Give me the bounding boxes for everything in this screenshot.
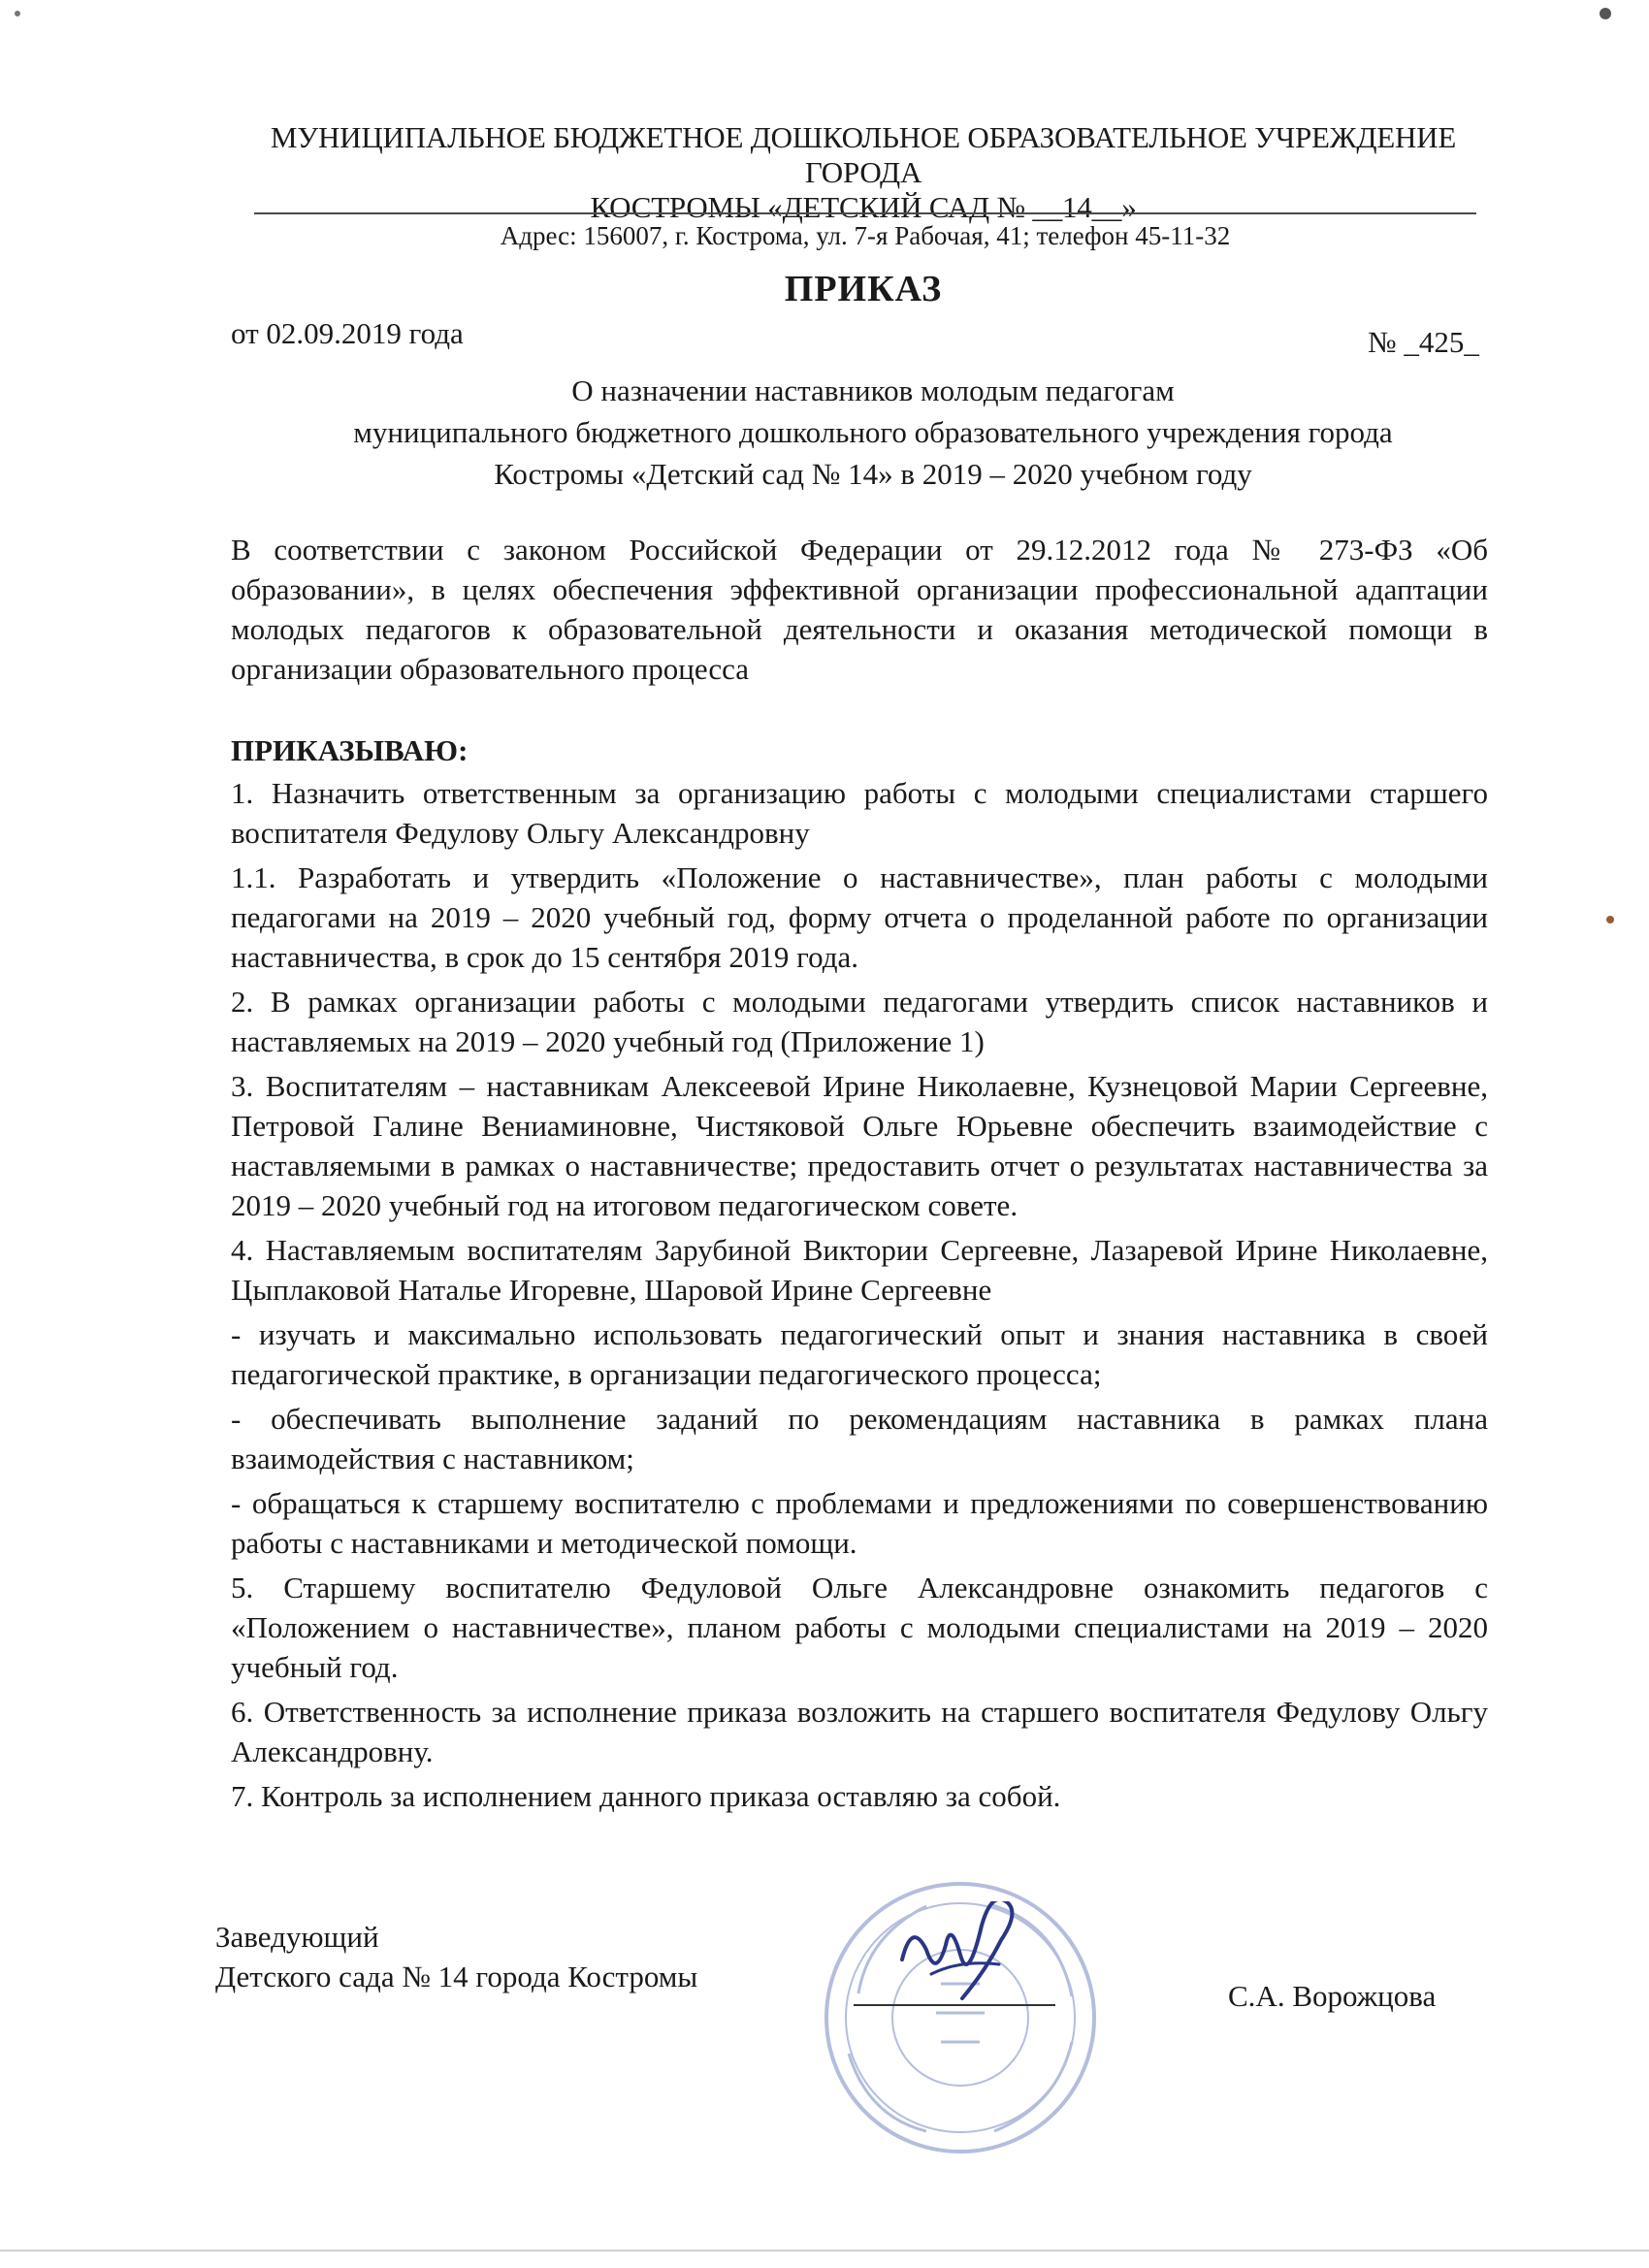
order-item: - обеспечивать выполнение заданий по рекомендациям наставника в рамках плана взаимодействия с наставником; <box>231 1402 1488 1475</box>
order-item: - обращаться к старшему воспитателю с проблемами и предложениями по совершенствованию работы с наставниками и методической помощи. <box>231 1486 1488 1560</box>
order-subject <box>242 370 1504 495</box>
document-type-title: ПРИКАЗ <box>784 269 943 309</box>
order-item: 7. Контроль за исполнением данного приказа оставляю за собой. <box>231 1779 1061 1813</box>
organization-address: Адрес: 156007, г. Кострома, ул. 7-я Рабочая, 41; телефон 45-11-32 <box>500 221 1231 250</box>
subject-line1: О назначении наставников молодым педагогам <box>571 373 1175 407</box>
handwritten-signature <box>873 1901 1057 2008</box>
order-date: от 02.09.2019 года <box>231 316 464 350</box>
order-item: 1.1. Разработать и утвердить «Положение о наставничестве», план работы с молодыми педагогами на 2019 – 2020 учебный год, форму отчета о проделанной работе по организации наставничества, в срок до 15 сентября 2019 года. <box>231 860 1488 974</box>
order-item: 1. Назначить ответственным за организацию работы с молодыми специалистами старшего воспитателя Федулову Ольгу Александровну <box>231 776 1488 850</box>
organization-name-line1: МУНИЦИПАЛЬНОЕ БЮДЖЕТНОЕ ДОШКОЛЬНОЕ ОБРАЗОВАТЕЛЬНОЕ УЧРЕЖДЕНИЕ ГОРОДА <box>270 120 1457 189</box>
subject-line2: муниципального бюджетного дошкольного образовательного учреждения города <box>353 415 1393 449</box>
signatory-position-line1: Заведующий <box>215 1920 379 1954</box>
organization-name-line2: КОСТРОМЫ «ДЕТСКИЙ САД № __14__» <box>590 190 1137 224</box>
signature-line <box>854 2004 1055 2006</box>
order-item: 6. Ответственность за исполнение приказа возложить на старшего воспитателя Федулову Ольгу Александровну. <box>231 1695 1488 1768</box>
order-item: - изучать и максимально использовать педагогический опыт и знания наставника в своей педагогической практике, в организации педагогического процесса; <box>231 1317 1488 1391</box>
signatory-name: С.А. Ворожцова <box>1228 1979 1437 2013</box>
order-item: 3. Воспитателям – наставникам Алексеевой Ирине Николаевне, Кузнецовой Марии Сергеевне, Петровой Галине Вениаминовне, Чистяковой Ольге Юрьевне обеспечить взаимодействие с наставляемыми в рамках о наставничестве; предоставить отчет о результатах наставничества за 2019 – 2020 учебный год на итоговом педагогическом совете. <box>231 1069 1488 1222</box>
order-items <box>231 773 1488 1821</box>
order-item: 5. Старшему воспитателю Федуловой Ольге Александровне ознакомить педагогов с «Положением о наставничестве», планом работы с молодыми специалистами на 2019 – 2020 учебный год. <box>231 1571 1488 1684</box>
order-item: 2. В рамках организации работы с молодыми педагогами утвердить список наставников и наставляемых на 2019 – 2020 учебный год (Приложение 1) <box>231 985 1488 1058</box>
signatory-position <box>215 1917 697 1996</box>
signatory-position-line2: Детского сада № 14 города Костромы <box>215 1960 698 1993</box>
order-item: 4. Наставляемым воспитателям Зарубиной Виктории Сергеевне, Лазаревой Ирине Николаевне, Цыплаковой Наталье Игоревне, Шаровой Ирине Сергеевне <box>231 1233 1488 1307</box>
ordering-heading: ПРИКАЗЫВАЮ: <box>231 733 469 767</box>
order-number: № _425_ <box>1368 325 1479 359</box>
header-divider <box>254 212 1476 214</box>
subject-line3: Костромы «Детский сад № 14» в 2019 – 2020 учебном году <box>494 457 1252 491</box>
preamble-paragraph: В соответствии с законом Российской Федерации от 29.12.2012 года № 273-ФЗ «Об образовании», в целях обеспечения эффективной организации профессиональной адаптации молодых педагогов к образовательной деятельности и оказания методической помощи в организации образовательного процесса <box>231 533 1488 686</box>
organization-header <box>233 120 1494 225</box>
